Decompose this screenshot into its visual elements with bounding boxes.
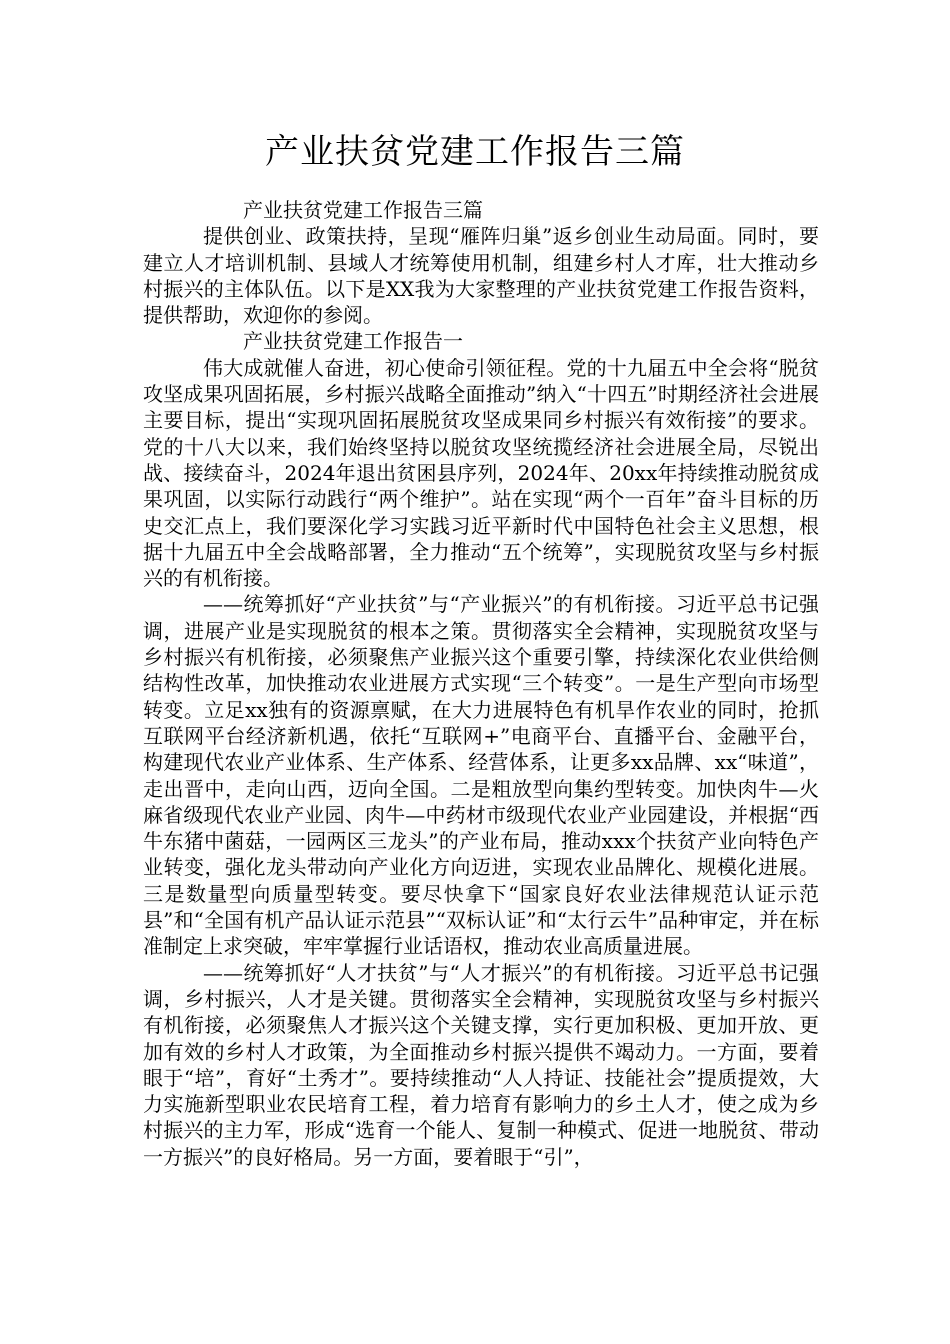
paragraph: ——统筹抓好“产业扶贫”与“产业振兴”的有机衔接。习近平总书记强调，进展产业是实现脱贫的根本之策。贯彻落实全会精神，实现脱贫攻坚与乡村振兴有机衔接，必须聚焦产业振兴这个重要引擎，持续深化农业供给侧结构性改革，加快推动农业进展方式实现“三个转变”。一是生产型向市场型转变。立足xx独有的资源禀赋，在大力进展特色有机旱作农业的同时，抢抓互联网平台经济新机遇，依托“互联网+”电商平台、直播平台、金融平台，构建现代农业产业体系、生产体系、经营体系，让更多xx品牌、xx“味道”，走出晋中，走向山西，迈向全国。二是粗放型向集约型转变。加快肉牛—火麻省级现代农业产业园、肉牛—中药材市级现代农业产业园建设，并根据“西牛东猪中菌菇，一园两区三龙头”的产业布局，推动xxx个扶贫产业向特色产业转变，强化龙头带动向产业化方向迈进，实现农业品牌化、规模化进展。三是数量型向质量型转变。要尽快拿下“国家良好农业法律规范认证示范县”和“全国有机产品认证示范县”“双标认证”和“太行云牛”品种审定，并在标准制定上求突破，牢牢掌握行业话语权，推动农业高质量进展。 — [143, 592, 819, 959]
paragraph: ——统筹抓好“人才扶贫”与“人才振兴”的有机衔接。习近平总书记强调，乡村振兴，人才是关键。贯彻落实全会精神，实现脱贫攻坚与乡村振兴有机衔接，必须聚焦人才振兴这个关键支撑，实行更加积极、更加开放、更加有效的乡村人才政策，为全面推动乡村振兴提供不竭动力。一方面，要着眼于“培”，育好“土秀才”。要持续推动“人人持证、技能社会”提质提效，大力实施新型职业农民培育工程，着力培育有影响力的乡土人才，使之成为乡村振兴的主力军，形成“选育一个能人、复制一种模式、促进一地脱贫、带动一方振兴”的良好格局。另一方面，要着眼于“引”， — [143, 960, 819, 1169]
section-heading: 产业扶贫党建工作报告三篇 — [243, 198, 483, 222]
section-heading: 产业扶贫党建工作报告一 — [243, 329, 463, 354]
document-title: 产业扶贫党建工作报告三篇 — [265, 132, 685, 172]
paragraph: 提供创业、政策扶持，呈现“雁阵归巢”返乡创业生动局面。同时，要建立人才培训机制、县域人才统筹使用机制，组建乡村人才库，壮大推动乡村振兴的主体队伍。以下是XX我为大家整理的产业扶贫党建工作报告资料，提供帮助，欢迎你的参阅。 — [143, 224, 819, 328]
paragraph: 伟大成就催人奋进，初心使命引领征程。党的十九届五中全会将“脱贫攻坚成果巩固拓展，乡村振兴战略全面推动”纳入“十四五”时期经济社会进展主要目标，提出“实现巩固拓展脱贫攻坚成果同乡村振兴有效衔接”的要求。党的十八大以来，我们始终坚持以脱贫攻坚统揽经济社会进展全局，尽锐出战、接续奋斗，2024年退出贫困县序列，2024年、20xx年持续推动脱贫成果巩固，以实际行动践行“两个维护”。站在实现“两个一百年”奋斗目标的历史交汇点上，我们要深化学习实践习近平新时代中国特色社会主义思想，根据十九届五中全会战略部署，全力推动“五个统筹”，实现脱贫攻坚与乡村振兴的有机衔接。 — [143, 355, 819, 591]
document-body — [143, 197, 819, 1170]
